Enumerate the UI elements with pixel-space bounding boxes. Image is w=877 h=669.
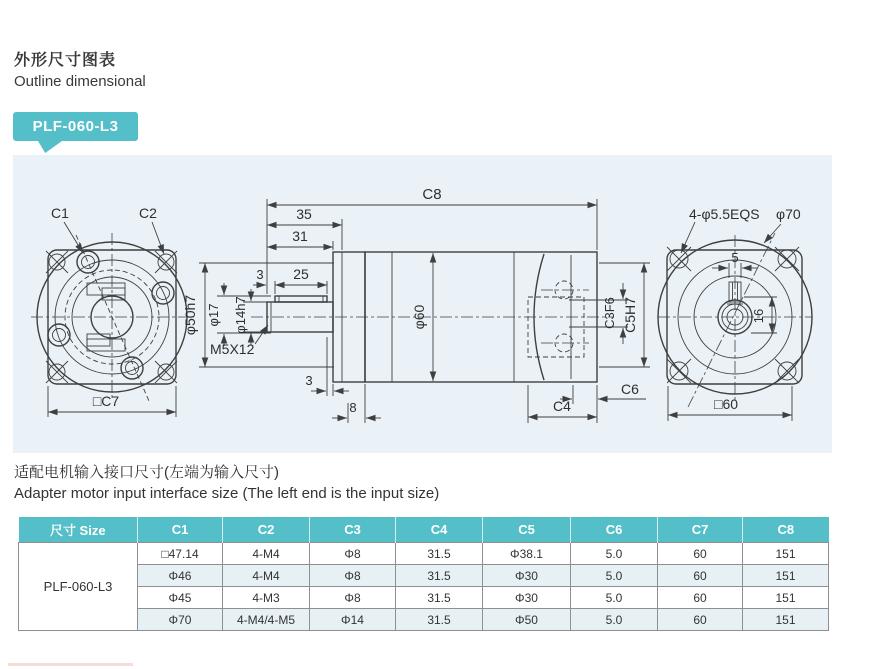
col-header-c4: C4 (396, 517, 483, 543)
dim-label-3-key: 3 (256, 267, 264, 282)
cell: 151 (743, 565, 829, 587)
gearbox-rear-view (658, 206, 812, 421)
col-header-c3: C3 (310, 517, 396, 543)
col-header-c5: C5 (483, 517, 571, 543)
gearbox-front-view (31, 205, 194, 417)
cell: 151 (743, 543, 829, 565)
cell: Φ45 (138, 587, 223, 609)
dim-label-phi50h7: φ50h7 (182, 294, 198, 336)
table-row (19, 543, 829, 565)
col-header-c1: C1 (138, 517, 223, 543)
cell: 5.0 (571, 543, 658, 565)
cell: Φ30 (483, 565, 571, 587)
col-header-c8: C8 (743, 517, 829, 543)
cell: 60 (658, 587, 743, 609)
interface-size-table (18, 517, 829, 631)
outline-drawing (13, 155, 832, 453)
gearbox-side-view (182, 186, 650, 423)
table-row (19, 609, 829, 631)
col-header-size: 尺寸 Size (19, 517, 138, 543)
cell: 151 (743, 609, 829, 631)
dim-label-31: 31 (292, 228, 308, 244)
cell: Φ38.1 (483, 543, 571, 565)
cell: Φ70 (138, 609, 223, 631)
cell: 151 (743, 587, 829, 609)
dim-label-c7: □C7 (92, 393, 120, 409)
dim-label-phi14h7: φ14h7 (233, 296, 248, 334)
dim-label-5: 5 (731, 250, 739, 265)
table-header-row (19, 517, 829, 543)
dim-label-c8: C8 (422, 186, 442, 203)
col-header-c7: C7 (658, 517, 743, 543)
drawing-panel (13, 155, 832, 453)
page-title-zh: 外形尺寸图表 (14, 52, 117, 69)
cell: 5.0 (571, 587, 658, 609)
model-cell: PLF-060-L3 (19, 543, 138, 631)
dim-label-sq60: □60 (713, 396, 739, 412)
cell: Φ8 (310, 543, 396, 565)
dim-label-phi60: φ60 (411, 304, 427, 330)
cell: □47.14 (138, 543, 223, 565)
cell: 31.5 (396, 565, 483, 587)
cell: Φ46 (138, 565, 223, 587)
cell: 31.5 (396, 609, 483, 631)
model-badge-tail (38, 141, 62, 153)
cell: 4-M4 (223, 543, 310, 565)
dim-label-c5h7: C5H7 (622, 297, 638, 333)
col-header-c6: C6 (571, 517, 658, 543)
dim-label-3-face: 3 (305, 373, 313, 388)
caption-zh: 适配电机输入接口尺寸(左端为输入尺寸) (14, 464, 279, 481)
dim-label-35: 35 (296, 206, 312, 222)
page-title-en: Outline dimensional (14, 73, 146, 90)
dim-label-25: 25 (293, 266, 309, 282)
cell: 60 (658, 543, 743, 565)
dim-label-16: 16 (751, 308, 766, 324)
dim-label-c6: C6 (621, 381, 639, 397)
cell: 5.0 (571, 609, 658, 631)
dim-label-c4: C4 (553, 398, 571, 414)
cell: 4-M4 (223, 565, 310, 587)
cell: 60 (658, 565, 743, 587)
cell: Φ8 (310, 587, 396, 609)
cell: 31.5 (396, 587, 483, 609)
caption-en: Adapter motor input interface size (The left end is the input size) (14, 485, 440, 502)
dim-label-c3f6: C3F6 (602, 297, 617, 329)
cell: 4-M4/4-M5 (223, 609, 310, 631)
col-header-c2: C2 (223, 517, 310, 543)
table-row (19, 587, 829, 609)
cell: Φ14 (310, 609, 396, 631)
dim-label-c2: C2 (139, 205, 157, 221)
model-badge: PLF-060-L3 (13, 112, 138, 141)
dim-label-c1: C1 (51, 205, 69, 221)
cell: 31.5 (396, 543, 483, 565)
cell: 4-M3 (223, 587, 310, 609)
dim-label-eqs: 4-φ5.5EQS (689, 206, 760, 222)
dim-label-8: 8 (349, 400, 357, 415)
dim-label-phi70: φ70 (776, 206, 801, 222)
cell: Φ30 (483, 587, 571, 609)
bottom-separator-fragment (8, 663, 133, 666)
cell: 60 (658, 609, 743, 631)
cell: 5.0 (571, 565, 658, 587)
dim-label-phi17: φ17 (206, 303, 221, 327)
cell: Φ8 (310, 565, 396, 587)
cell: Φ50 (483, 609, 571, 631)
dim-label-m5x12: M5X12 (210, 341, 255, 357)
input-corner-holes (667, 247, 799, 383)
table-row (19, 565, 829, 587)
